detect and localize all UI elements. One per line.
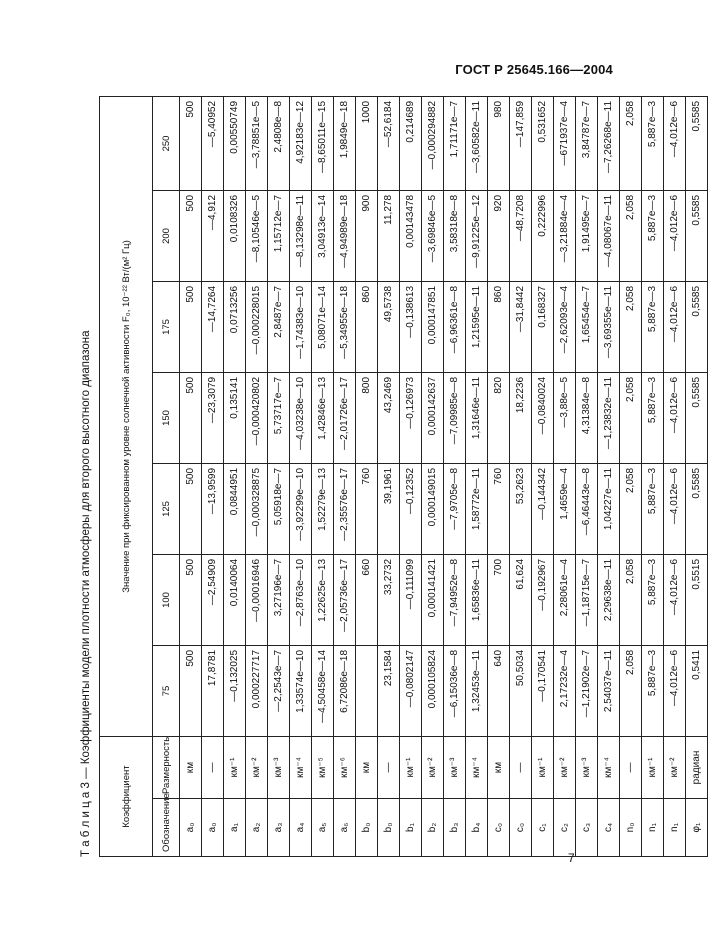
designation-cell: c₃ bbox=[576, 799, 598, 857]
value-cell: 2,058 bbox=[620, 281, 642, 372]
value-cell: 920 bbox=[488, 190, 510, 281]
value-cell: 0,5411 bbox=[686, 645, 708, 736]
dimension-header: Размерность bbox=[153, 736, 180, 798]
value-cell: 0,00550749 bbox=[224, 96, 246, 190]
value-cell: 23,1584 bbox=[378, 645, 400, 736]
dimension-cell: км bbox=[180, 736, 202, 798]
value-cell: 39,1961 bbox=[378, 463, 400, 554]
value-cell: 0,000141421 bbox=[422, 554, 444, 645]
value-cell: 5,887e—3 bbox=[642, 190, 664, 281]
value-cell: —2,01726e—17 bbox=[334, 372, 356, 463]
value-cell: —3,78851e—5 bbox=[246, 96, 268, 190]
value-cell: —4,012e—6 bbox=[664, 281, 686, 372]
level-header: 125 bbox=[153, 463, 180, 554]
value-cell: 5,887e—3 bbox=[642, 645, 664, 736]
value-cell: 2,54037e—11 bbox=[598, 645, 620, 736]
value-cell: 1000 bbox=[356, 96, 378, 190]
value-cell: 1,21595e—11 bbox=[466, 281, 488, 372]
value-cell: 3,58318e—8 bbox=[444, 190, 466, 281]
value-cell: —7,26268e—11 bbox=[598, 96, 620, 190]
value-cell: —3,21884e—4 bbox=[554, 190, 576, 281]
value-cell: 0,5585 bbox=[686, 281, 708, 372]
value-cell: —4,08067e—11 bbox=[598, 190, 620, 281]
dimension-cell: км⁻² bbox=[554, 736, 576, 798]
page-number: 7 bbox=[568, 851, 575, 865]
value-cell: 0,222996 bbox=[532, 190, 554, 281]
value-cell: 2,058 bbox=[620, 645, 642, 736]
value-cell: 1,42846e—13 bbox=[312, 372, 334, 463]
designation-cell: a₆ bbox=[334, 799, 356, 857]
rotated-table-block bbox=[75, 97, 702, 857]
value-cell: 1,15712e—7 bbox=[268, 190, 290, 281]
value-cell: 0,0108326 bbox=[224, 190, 246, 281]
table-row bbox=[532, 96, 554, 856]
value-cell: 820 bbox=[488, 372, 510, 463]
value-cell: 660 bbox=[356, 554, 378, 645]
value-cell: —2,8763e—10 bbox=[290, 554, 312, 645]
value-cell: —2,2543e—7 bbox=[268, 645, 290, 736]
designation-cell: n₁ bbox=[642, 799, 664, 857]
dimension-cell: км bbox=[488, 736, 510, 798]
value-cell: 3,04913e—14 bbox=[312, 190, 334, 281]
value-cell: —0,126973 bbox=[400, 372, 422, 463]
table-row bbox=[686, 96, 708, 856]
value-cell: 2,058 bbox=[620, 96, 642, 190]
dimension-cell: км⁻² bbox=[422, 736, 444, 798]
value-cell: 1,65454e—7 bbox=[576, 281, 598, 372]
value-cell: —3,60582e—11 bbox=[466, 96, 488, 190]
dimension-cell: км⁻⁴ bbox=[466, 736, 488, 798]
value-cell: 0,0844951 bbox=[224, 463, 246, 554]
designation-cell: b₂ bbox=[422, 799, 444, 857]
dimension-cell: км⁻² bbox=[664, 736, 686, 798]
designation-cell: c₄ bbox=[598, 799, 620, 857]
table-row bbox=[510, 96, 532, 856]
designation-cell: b₃ bbox=[444, 799, 466, 857]
dimension-cell: км⁻⁴ bbox=[598, 736, 620, 798]
dimension-cell: км⁻³ bbox=[444, 736, 466, 798]
level-header: 75 bbox=[153, 645, 180, 736]
value-cell: —4,012e—6 bbox=[664, 96, 686, 190]
table-row bbox=[664, 96, 686, 856]
value-cell: 49,5738 bbox=[378, 281, 400, 372]
value-cell: 1,58772e—11 bbox=[466, 463, 488, 554]
value-cell: 2,058 bbox=[620, 190, 642, 281]
value-cell: —5,34955e—18 bbox=[334, 281, 356, 372]
designation-cell: a₀ bbox=[180, 799, 202, 857]
value-cell: 2,058 bbox=[620, 554, 642, 645]
value-cell: 0,000227717 bbox=[246, 645, 268, 736]
value-cell: —2,54909 bbox=[202, 554, 224, 645]
table-row bbox=[378, 96, 400, 856]
value-cell: 1,52279e—13 bbox=[312, 463, 334, 554]
value-cell: 1,31646e—11 bbox=[466, 372, 488, 463]
level-header: 200 bbox=[153, 190, 180, 281]
designation-cell: a₅ bbox=[312, 799, 334, 857]
value-cell: —0,138613 bbox=[400, 281, 422, 372]
value-cell: —0,12352 bbox=[400, 463, 422, 554]
dimension-cell: км⁻⁴ bbox=[290, 736, 312, 798]
dimension-cell: радиан bbox=[686, 736, 708, 798]
value-cell: —671937e—4 bbox=[554, 96, 576, 190]
value-cell: —4,012e—6 bbox=[664, 372, 686, 463]
value-cell: 500 bbox=[180, 190, 202, 281]
value-cell: 5,73717e—7 bbox=[268, 372, 290, 463]
value-cell: —0,00016946 bbox=[246, 554, 268, 645]
dimension-cell: км⁻¹ bbox=[532, 736, 554, 798]
value-cell: 4,31384e—8 bbox=[576, 372, 598, 463]
table-row bbox=[356, 96, 378, 856]
value-cell: 980 bbox=[488, 96, 510, 190]
designation-cell: a₄ bbox=[290, 799, 312, 857]
value-cell: 2,8487e—7 bbox=[268, 281, 290, 372]
value-cell: —1,21902e—7 bbox=[576, 645, 598, 736]
table-row bbox=[488, 96, 510, 856]
table-row bbox=[312, 96, 334, 856]
level-header: 150 bbox=[153, 372, 180, 463]
dimension-cell: км⁻² bbox=[246, 736, 268, 798]
table-row bbox=[400, 96, 422, 856]
designation-cell: a₀ bbox=[202, 799, 224, 857]
value-cell: —147,859 bbox=[510, 96, 532, 190]
dimension-cell: км⁻³ bbox=[576, 736, 598, 798]
coef-header: Коэффициент bbox=[100, 736, 153, 856]
value-cell: 4,92183e—12 bbox=[290, 96, 312, 190]
value-cell: 5,887e—3 bbox=[642, 281, 664, 372]
value-cell: —0,000328875 bbox=[246, 463, 268, 554]
value-cell: —14,7264 bbox=[202, 281, 224, 372]
value-cell: 0,5585 bbox=[686, 190, 708, 281]
value-cell: 5,887e—3 bbox=[642, 372, 664, 463]
value-cell: —2,62093e—4 bbox=[554, 281, 576, 372]
value-cell: —6,15036e—8 bbox=[444, 645, 466, 736]
designation-cell: a₂ bbox=[246, 799, 268, 857]
value-cell: —0,144342 bbox=[532, 463, 554, 554]
value-cell: —8,13298e—11 bbox=[290, 190, 312, 281]
value-cell: 500 bbox=[180, 281, 202, 372]
value-cell: 0,214689 bbox=[400, 96, 422, 190]
dimension-cell: — bbox=[620, 736, 642, 798]
value-cell: —4,012e—6 bbox=[664, 554, 686, 645]
value-cell: 1,33574e—10 bbox=[290, 645, 312, 736]
value-cell: 1,32453e—11 bbox=[466, 645, 488, 736]
value-cell: 53,2623 bbox=[510, 463, 532, 554]
table-row bbox=[598, 96, 620, 856]
value-cell: —8,10546e—5 bbox=[246, 190, 268, 281]
value-cell: —48,7208 bbox=[510, 190, 532, 281]
value-cell: 3,27196e—7 bbox=[268, 554, 290, 645]
value-cell: —1,23832e—11 bbox=[598, 372, 620, 463]
value-cell: —0,132025 bbox=[224, 645, 246, 736]
level-header: 175 bbox=[153, 281, 180, 372]
value-cell: 2,28061e—4 bbox=[554, 554, 576, 645]
designation-cell: a₁ bbox=[224, 799, 246, 857]
value-cell: 0,5585 bbox=[686, 372, 708, 463]
coefficients-table bbox=[99, 96, 708, 857]
value-cell: —1,18715e—7 bbox=[576, 554, 598, 645]
value-cell: —6,46443e—8 bbox=[576, 463, 598, 554]
level-header: 250 bbox=[153, 96, 180, 190]
designation-cell: φ₁ bbox=[686, 799, 708, 857]
value-cell: 500 bbox=[180, 96, 202, 190]
designation-cell: a₃ bbox=[268, 799, 290, 857]
table-row bbox=[554, 96, 576, 856]
value-cell: 1,91495e—7 bbox=[576, 190, 598, 281]
value-cell: —0,170541 bbox=[532, 645, 554, 736]
table-row bbox=[620, 96, 642, 856]
value-cell: —31,8442 bbox=[510, 281, 532, 372]
designation-cell: n₀ bbox=[620, 799, 642, 857]
value-cell: —1,74383e—10 bbox=[290, 281, 312, 372]
value-cell: 43,2469 bbox=[378, 372, 400, 463]
value-cell: —0,0802147 bbox=[400, 645, 422, 736]
value-cell: —52,6184 bbox=[378, 96, 400, 190]
value-cell: —0,0840024 bbox=[532, 372, 554, 463]
value-cell: 0,0140064 bbox=[224, 554, 246, 645]
value-cell: —4,912 bbox=[202, 190, 224, 281]
value-cell: 0,000105824 bbox=[422, 645, 444, 736]
dimension-cell: км⁻⁵ bbox=[312, 736, 334, 798]
value-cell: —4,012e—6 bbox=[664, 190, 686, 281]
table-row bbox=[466, 96, 488, 856]
value-cell: 500 bbox=[180, 645, 202, 736]
table-row bbox=[180, 96, 202, 856]
designation-cell: b₀ bbox=[356, 799, 378, 857]
value-cell: 0,000142637 bbox=[422, 372, 444, 463]
value-cell: 1,22625e—13 bbox=[312, 554, 334, 645]
dimension-cell: км⁻⁶ bbox=[334, 736, 356, 798]
value-cell: —9,91225e—12 bbox=[466, 190, 488, 281]
value-cell: —4,012e—6 bbox=[664, 645, 686, 736]
value-cell: 50,5034 bbox=[510, 645, 532, 736]
value-cell: 0,5585 bbox=[686, 96, 708, 190]
value-cell: 700 bbox=[488, 554, 510, 645]
value-cell: 860 bbox=[488, 281, 510, 372]
table-row bbox=[290, 96, 312, 856]
value-cell: 1,71171e—7 bbox=[444, 96, 466, 190]
value-cell: 0,00143478 bbox=[400, 190, 422, 281]
designation-cell: c₀ bbox=[488, 799, 510, 857]
designation-cell: n₁ bbox=[664, 799, 686, 857]
value-cell: —4,50458e—14 bbox=[312, 645, 334, 736]
value-cell: 1,65836e—11 bbox=[466, 554, 488, 645]
table-body bbox=[180, 96, 708, 856]
value-cell: 5,05918e—7 bbox=[268, 463, 290, 554]
table-row bbox=[422, 96, 444, 856]
value-cell: 2,4808e—8 bbox=[268, 96, 290, 190]
value-cell: 0,5515 bbox=[686, 554, 708, 645]
value-cell: —7,9705e—8 bbox=[444, 463, 466, 554]
dimension-cell: — bbox=[510, 736, 532, 798]
dimension-cell: км⁻¹ bbox=[400, 736, 422, 798]
value-cell: —7,09985e—8 bbox=[444, 372, 466, 463]
level-header: 100 bbox=[153, 554, 180, 645]
value-cell: —3,69846e—5 bbox=[422, 190, 444, 281]
value-cell: 760 bbox=[488, 463, 510, 554]
value-cell: —0,000228015 bbox=[246, 281, 268, 372]
value-cell: 61,624 bbox=[510, 554, 532, 645]
value-cell: 0,135141 bbox=[224, 372, 246, 463]
value-cell: 5,887e—3 bbox=[642, 96, 664, 190]
value-cell: —13,9599 bbox=[202, 463, 224, 554]
table-row bbox=[268, 96, 290, 856]
value-cell: 3,84787e—7 bbox=[576, 96, 598, 190]
value-cell: —7,94952e—8 bbox=[444, 554, 466, 645]
value-cell: 0,531652 bbox=[532, 96, 554, 190]
table-row bbox=[444, 96, 466, 856]
value-cell: 0,0713256 bbox=[224, 281, 246, 372]
table-row bbox=[246, 96, 268, 856]
value-cell: —3,69355e—11 bbox=[598, 281, 620, 372]
value-cell: 500 bbox=[180, 554, 202, 645]
value-cell: 2,29638e—11 bbox=[598, 554, 620, 645]
value-cell: 500 bbox=[180, 372, 202, 463]
value-cell: 6,72086e—18 bbox=[334, 645, 356, 736]
value-cell: 1,04227e—11 bbox=[598, 463, 620, 554]
value-cell: 5,08071e—14 bbox=[312, 281, 334, 372]
value-cell: 0,000149015 bbox=[422, 463, 444, 554]
value-cell: —8,65011e—15 bbox=[312, 96, 334, 190]
rotated-table-inner bbox=[75, 97, 702, 857]
value-cell: 0,000147851 bbox=[422, 281, 444, 372]
dimension-cell: км⁻¹ bbox=[224, 736, 246, 798]
value-cell: —0,000420802 bbox=[246, 372, 268, 463]
values-header: Значение при фиксированном уровне солнечной активности F₀, 10⁻²² Вт/(м² Гц) bbox=[100, 96, 153, 736]
value-cell: —3,88e—5 bbox=[554, 372, 576, 463]
value-cell: —2,35576e—17 bbox=[334, 463, 356, 554]
value-cell: 900 bbox=[356, 190, 378, 281]
designation-cell: b₀ bbox=[378, 799, 400, 857]
designation-cell: c₀ bbox=[510, 799, 532, 857]
table-row bbox=[334, 96, 356, 856]
dimension-cell: км bbox=[356, 736, 378, 798]
value-cell: 800 bbox=[356, 372, 378, 463]
value-cell: 2,058 bbox=[620, 463, 642, 554]
value-cell: —6,96361e—8 bbox=[444, 281, 466, 372]
value-cell: 2,17232e—4 bbox=[554, 645, 576, 736]
value-cell: 2,058 bbox=[620, 372, 642, 463]
value-cell: 0,5585 bbox=[686, 463, 708, 554]
value-cell: 11,278 bbox=[378, 190, 400, 281]
value-cell: 860 bbox=[356, 281, 378, 372]
table-row bbox=[576, 96, 598, 856]
value-cell: —3,92299e—10 bbox=[290, 463, 312, 554]
value-cell: 500 bbox=[180, 463, 202, 554]
value-cell: 760 bbox=[356, 463, 378, 554]
value-cell: 5,887e—3 bbox=[642, 463, 664, 554]
value-cell: —0,000294882 bbox=[422, 96, 444, 190]
dimension-cell: км⁻³ bbox=[268, 736, 290, 798]
dimension-cell: км⁻¹ bbox=[642, 736, 664, 798]
designation-cell: b₄ bbox=[466, 799, 488, 857]
level-header-row bbox=[153, 96, 180, 856]
designation-header: Обозначение bbox=[153, 799, 180, 857]
value-cell: —23,3079 bbox=[202, 372, 224, 463]
value-cell: —5,40952 bbox=[202, 96, 224, 190]
value-cell: 18,2236 bbox=[510, 372, 532, 463]
value-cell: —4,94989e—18 bbox=[334, 190, 356, 281]
value-cell: —4,012e—6 bbox=[664, 463, 686, 554]
table-caption: Т а б л и ц а 3 — Коэффициенты модели плотности атмосферы для второго высотного диапазона bbox=[80, 330, 92, 857]
value-cell: —4,03238e—10 bbox=[290, 372, 312, 463]
value-cell: 640 bbox=[488, 645, 510, 736]
value-cell: 1,9849e—18 bbox=[334, 96, 356, 190]
table-row bbox=[202, 96, 224, 856]
value-cell: 33,2732 bbox=[378, 554, 400, 645]
designation-cell: b₁ bbox=[400, 799, 422, 857]
value-cell: —0,111099 bbox=[400, 554, 422, 645]
value-cell: 17,8781 bbox=[202, 645, 224, 736]
value-cell: —0,192967 bbox=[532, 554, 554, 645]
designation-cell: c₂ bbox=[554, 799, 576, 857]
dimension-cell: — bbox=[378, 736, 400, 798]
value-cell: —2,05736e—17 bbox=[334, 554, 356, 645]
value-cell: 5,887e—3 bbox=[642, 554, 664, 645]
value-cell: 1,4659e—4 bbox=[554, 463, 576, 554]
designation-cell: c₁ bbox=[532, 799, 554, 857]
table-row bbox=[642, 96, 664, 856]
document-standard-header: ГОСТ Р 25645.166—2004 bbox=[455, 62, 613, 77]
table-row bbox=[224, 96, 246, 856]
value-cell bbox=[356, 645, 378, 736]
value-cell: 0,168327 bbox=[532, 281, 554, 372]
dimension-cell: — bbox=[202, 736, 224, 798]
